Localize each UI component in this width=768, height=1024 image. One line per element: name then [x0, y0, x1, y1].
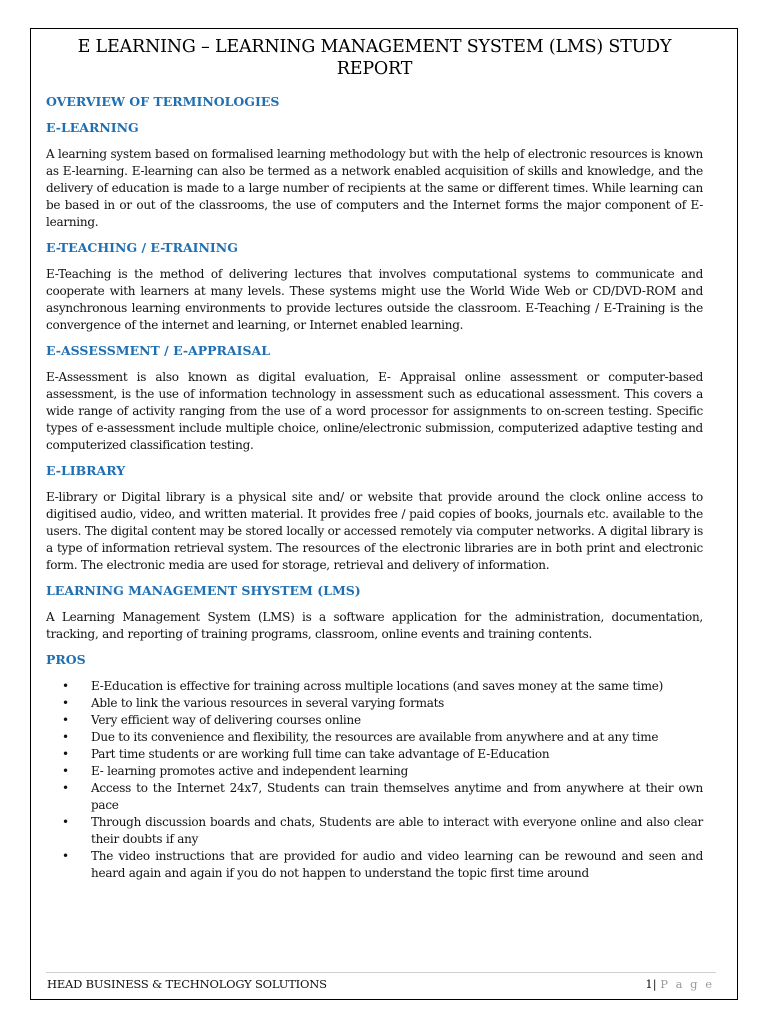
section-heading-elearning: E-LEARNING: [46, 120, 139, 135]
list-item-text: Very efficient way of delivering courses online: [91, 713, 361, 727]
list-item: [46, 814, 703, 848]
page-label: P a g e: [660, 977, 714, 991]
list-item-text: The video instructions that are provided for audio and video learning can be rewound and seen and heard again and again if you do not happen to understand the topic first time around: [91, 849, 703, 880]
footer-page-indicator: [645, 977, 714, 991]
list-item-text: E-Education is effective for training across multiple locations (and saves money at the same time): [91, 679, 664, 693]
paragraph-lms: A Learning Management System (LMS) is a software application for the administration, documentation, tracking, and reporting of training programs, classroom, online events and training contents.: [46, 610, 703, 641]
list-item: [46, 695, 703, 712]
paragraph-eteaching: E-Teaching is the method of delivering lectures that involves computational systems to communicate and cooperate with learners at many levels. These systems might use the World Wide Web or CD/DVD-ROM and asynchronous learning environments to provide lectures outside the classroom. E-Teaching / E-Training is the convergence of the internet and learning, or Internet enabled learning.: [46, 267, 703, 332]
bullet-icon: •: [62, 713, 69, 727]
page-number: 1: [645, 977, 653, 991]
bullet-icon: •: [62, 815, 69, 829]
bullet-icon: •: [62, 730, 69, 744]
section-heading-eteaching: E-TEACHING / E-TRAINING: [46, 240, 238, 255]
bullet-icon: •: [62, 781, 69, 795]
list-item: [46, 780, 703, 814]
list-item-text: Through discussion boards and chats, Students are able to interact with everyone online and also clear their doubts if any: [91, 815, 703, 846]
list-item: [46, 678, 703, 695]
list-item-text: Access to the Internet 24x7, Students can train themselves anytime and from anywhere at their own pace: [91, 781, 703, 812]
section-heading-overview: OVERVIEW OF TERMINOLOGIES: [46, 94, 280, 109]
list-item-text: Part time students or are working full time can take advantage of E-Education: [91, 747, 550, 761]
list-item: [46, 729, 703, 746]
section-heading-eassessment: E-ASSESSMENT / E-APPRAISAL: [46, 343, 270, 358]
list-item: [46, 746, 703, 763]
list-item: [46, 848, 703, 882]
paragraph-elibrary: E-library or Digital library is a physical site and/ or website that provide around the clock online access to digitised audio, video, and written material. It provides free / paid copies of books, journals etc. available to the users. The digital content may be stored locally or accessed remotely via computer networks. A digital library is a type of information retrieval system. The resources of the electronic libraries are in both print and electronic form. The electronic media are used for storage, retrieval and delivery of information.: [46, 490, 703, 572]
list-item: [46, 763, 703, 780]
section-heading-lms: LEARNING MANAGEMENT SHYSTEM (LMS): [46, 583, 361, 598]
pros-list: [46, 678, 703, 882]
paragraph-elearning: A learning system based on formalised learning methodology but with the help of electronic resources is known as E-learning. E-learning can also be termed as a network enabled acquisition of skills and knowledge, and the delivery of education is made to a large number of recipients at the same or different times. While learning can be based in or out of the classrooms, the use of computers and the Internet forms the major component of E-learning.: [46, 147, 703, 229]
bullet-icon: •: [62, 764, 69, 778]
footer-divider: [46, 972, 716, 973]
section-heading-elibrary: E-LIBRARY: [46, 463, 126, 478]
page-separator: |: [652, 977, 657, 991]
paragraph-eassessment: E-Assessment is also known as digital evaluation, E- Appraisal online assessment or computer-based assessment, is the use of information technology in assessment such as educational assessment. This covers a wide range of activity ranging from the use of a word processor for assignments to on-screen testing. Specific types of e-assessment include multiple choice, online/electronic submission, computerized adaptive testing and computerized classification testing.: [46, 370, 703, 452]
bullet-icon: •: [62, 747, 69, 761]
bullet-icon: •: [62, 679, 69, 693]
section-heading-pros: PROS: [46, 652, 86, 667]
document-body: [46, 36, 703, 882]
list-item-text: Due to its convenience and flexibility, the resources are available from anywhere and at any time: [91, 730, 659, 744]
bullet-icon: •: [62, 849, 69, 863]
list-item-text: E- learning promotes active and independent learning: [91, 764, 409, 778]
list-item: [46, 712, 703, 729]
document-title: E LEARNING – LEARNING MANAGEMENT SYSTEM (LMS) STUDY REPORT: [77, 37, 672, 79]
footer-company-name: HEAD BUSINESS & TECHNOLOGY SOLUTIONS: [47, 977, 327, 991]
list-item-text: Able to link the various resources in several varying formats: [91, 696, 445, 710]
bullet-icon: •: [62, 696, 69, 710]
